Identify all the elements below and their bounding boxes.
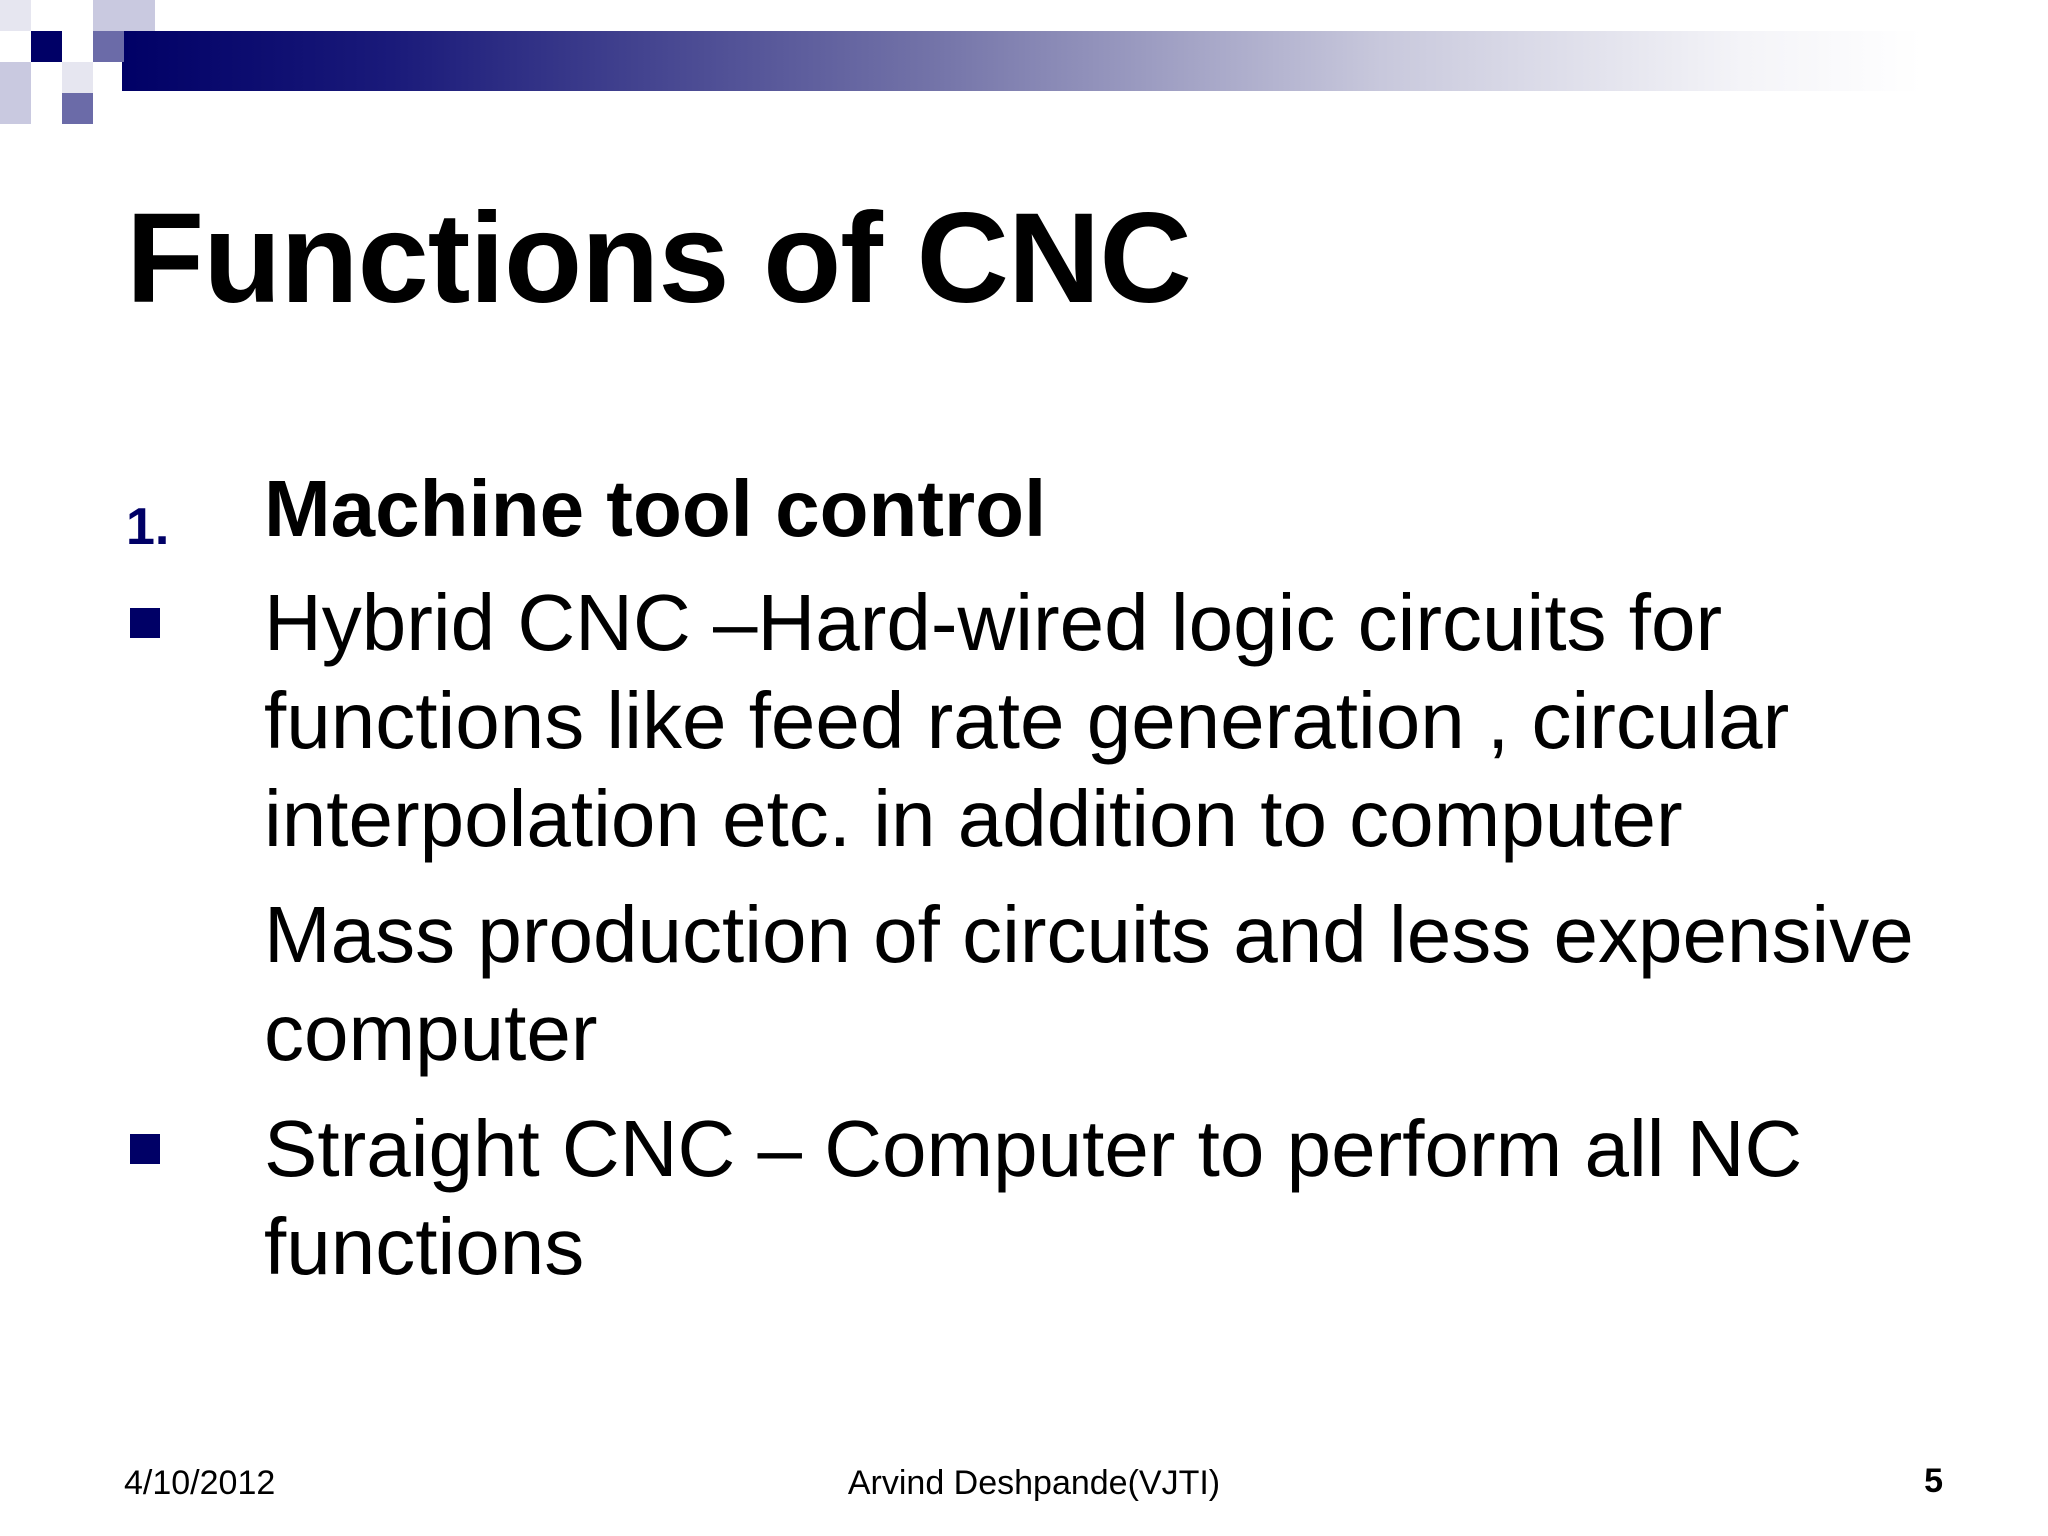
decorative-square [62, 62, 93, 93]
slide-content [126, 460, 1986, 1296]
decorative-square [93, 0, 155, 31]
square-bullet-icon [130, 1134, 160, 1164]
decorative-square [62, 93, 93, 124]
list-item-text: Mass production of circuits and less expensive computer [264, 890, 1914, 1077]
list-item-continuation [126, 886, 1986, 1082]
footer-author: Arvind Deshpande(VJTI) [847, 1464, 1221, 1502]
list-item-text: Straight CNC – Computer to perform all NC functions [264, 1104, 1803, 1291]
decorative-square [31, 31, 62, 62]
list-item-numbered [126, 460, 1986, 558]
page-number: 5 [1924, 1462, 1943, 1500]
header-gradient-band [122, 31, 1922, 91]
list-number: 1. [126, 498, 170, 556]
decorative-square [93, 31, 124, 62]
list-item-text: Machine tool control [264, 464, 1047, 553]
square-bullet-icon [130, 608, 160, 638]
list-item-text: Hybrid CNC –Hard-wired logic circuits for functions like feed rate generation , circular interpolation etc. in addition to computer [264, 578, 1790, 863]
slide-title: Functions of CNC [126, 187, 1191, 330]
list-item-bullet [126, 574, 1986, 868]
decorative-square [0, 0, 31, 31]
footer-date: 4/10/2012 [124, 1464, 276, 1502]
list-item-bullet [126, 1100, 1986, 1296]
decorative-square [0, 62, 31, 124]
